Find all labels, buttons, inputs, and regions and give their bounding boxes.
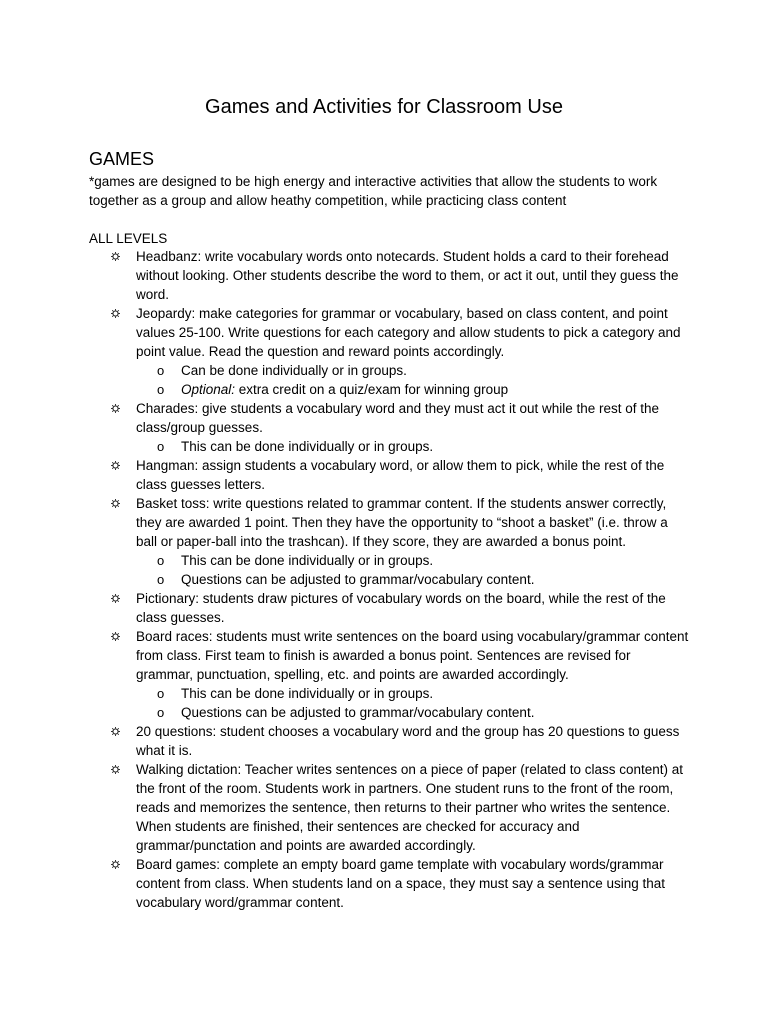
hollow-circle-bullet-icon: o <box>157 705 165 720</box>
sun-circle-icon <box>111 252 120 261</box>
sub-list <box>136 437 689 456</box>
list-item <box>89 855 689 912</box>
sub-list-item <box>136 551 689 570</box>
list-item <box>89 494 689 589</box>
sub-list-item-text: This can be done individually or in groups. <box>181 553 434 568</box>
list-item-text: Charades: give students a vocabulary word and they must act it out while the rest of the class/group guesses. <box>136 401 660 435</box>
list-item-text: 20 questions: student chooses a vocabulary word and the group has 20 questions to guess what it is. <box>136 724 680 758</box>
list-item <box>89 304 689 399</box>
sub-list-item <box>136 437 689 456</box>
list-item-text: Walking dictation: Teacher writes sentences on a piece of paper (related to class content) at the front of the room. Students work in partners. One student runs to the front of the room, reads and memorizes the sentence, then returns to their partner who writes the sentence. When students are finished, their sentences are checked for accuracy and grammar/punctation and points are awarded accordingly. <box>136 762 684 853</box>
list-item-text: Hangman: assign students a vocabulary word, or allow them to pick, while the rest of the class guesses letters. <box>136 458 665 492</box>
hollow-circle-bullet-icon: o <box>157 363 165 378</box>
sun-circle-icon <box>111 860 120 869</box>
sub-list-item <box>136 361 689 380</box>
list-item <box>89 627 689 722</box>
sun-circle-icon <box>111 404 120 413</box>
hollow-circle-bullet-icon: o <box>157 686 165 701</box>
sub-list-item-text: Questions can be adjusted to grammar/vocabulary content. <box>181 705 535 720</box>
page-title: Games and Activities for Classroom Use <box>205 96 563 118</box>
game-list <box>89 247 689 912</box>
sun-circle-icon <box>111 309 120 318</box>
sub-list-item <box>136 380 689 399</box>
section-heading: GAMES <box>89 149 155 169</box>
sun-circle-icon <box>111 499 120 508</box>
sub-list-item-text: Questions can be adjusted to grammar/vocabulary content. <box>181 572 535 587</box>
list-item <box>89 589 689 627</box>
sub-list <box>136 551 689 589</box>
sun-circle-icon <box>111 765 120 774</box>
hollow-circle-bullet-icon: o <box>157 572 165 587</box>
level-label: ALL LEVELS <box>89 231 168 246</box>
list-item-text: Board races: students must write sentences on the board using vocabulary/grammar content from class. First team to finish is awarded a bonus point. Sentences are revised for grammar, punctuation, spelling, etc. and points are awarded accordingly. <box>136 629 689 682</box>
list-item <box>89 760 689 855</box>
list-item-text: Jeopardy: make categories for grammar or vocabulary, based on class content, and point values 25-100. Write questions for each category and allow students to pick a category and point value. Read the question and reward points accordingly. <box>136 306 681 359</box>
emphasis-label: Optional: <box>181 382 236 397</box>
sub-list <box>136 684 689 722</box>
sun-circle-icon <box>111 727 120 736</box>
intro-paragraph: *games are designed to be high energy and interactive activities that allow the students to work together as a group and allow heathy competition, while practicing class content <box>89 174 658 208</box>
sub-list-item <box>136 570 689 589</box>
hollow-circle-bullet-icon: o <box>157 439 165 454</box>
hollow-circle-bullet-icon: o <box>157 382 165 397</box>
sub-list-item-text: Can be done individually or in groups. <box>181 363 407 378</box>
sun-circle-icon <box>111 632 120 641</box>
list-item-text: Headbanz: write vocabulary words onto notecards. Student holds a card to their forehead without looking. Other students describe the word to them, or act it out, until they guess the word. <box>136 249 679 302</box>
sub-list <box>136 361 689 399</box>
list-item <box>89 456 689 494</box>
list-item <box>89 247 689 304</box>
sub-list-item-text: extra credit on a quiz/exam for winning group <box>235 382 509 397</box>
sub-list-item-text: This can be done individually or in groups. <box>181 439 434 454</box>
sub-list-item <box>136 703 689 722</box>
list-item-text: Pictionary: students draw pictures of vocabulary words on the board, while the rest of the class guesses. <box>136 591 666 625</box>
sun-circle-icon <box>111 461 120 470</box>
hollow-circle-bullet-icon: o <box>157 553 165 568</box>
list-item <box>89 399 689 456</box>
list-item <box>89 722 689 760</box>
sun-circle-icon <box>111 594 120 603</box>
list-item-text: Board games: complete an empty board game template with vocabulary words/grammar content from class. When students land on a space, they must say a sentence using that vocabulary word/grammar content. <box>136 857 666 910</box>
sub-list-item-text: This can be done individually or in groups. <box>181 686 434 701</box>
sub-list-item <box>136 684 689 703</box>
list-item-text: Basket toss: write questions related to grammar content. If the students answer correctly, they are awarded 1 point. Then they have the opportunity to “shoot a basket” (i.e. throw a ball or paper-ball into the trashcan). If they score, they are awarded a bonus point. <box>136 496 668 549</box>
